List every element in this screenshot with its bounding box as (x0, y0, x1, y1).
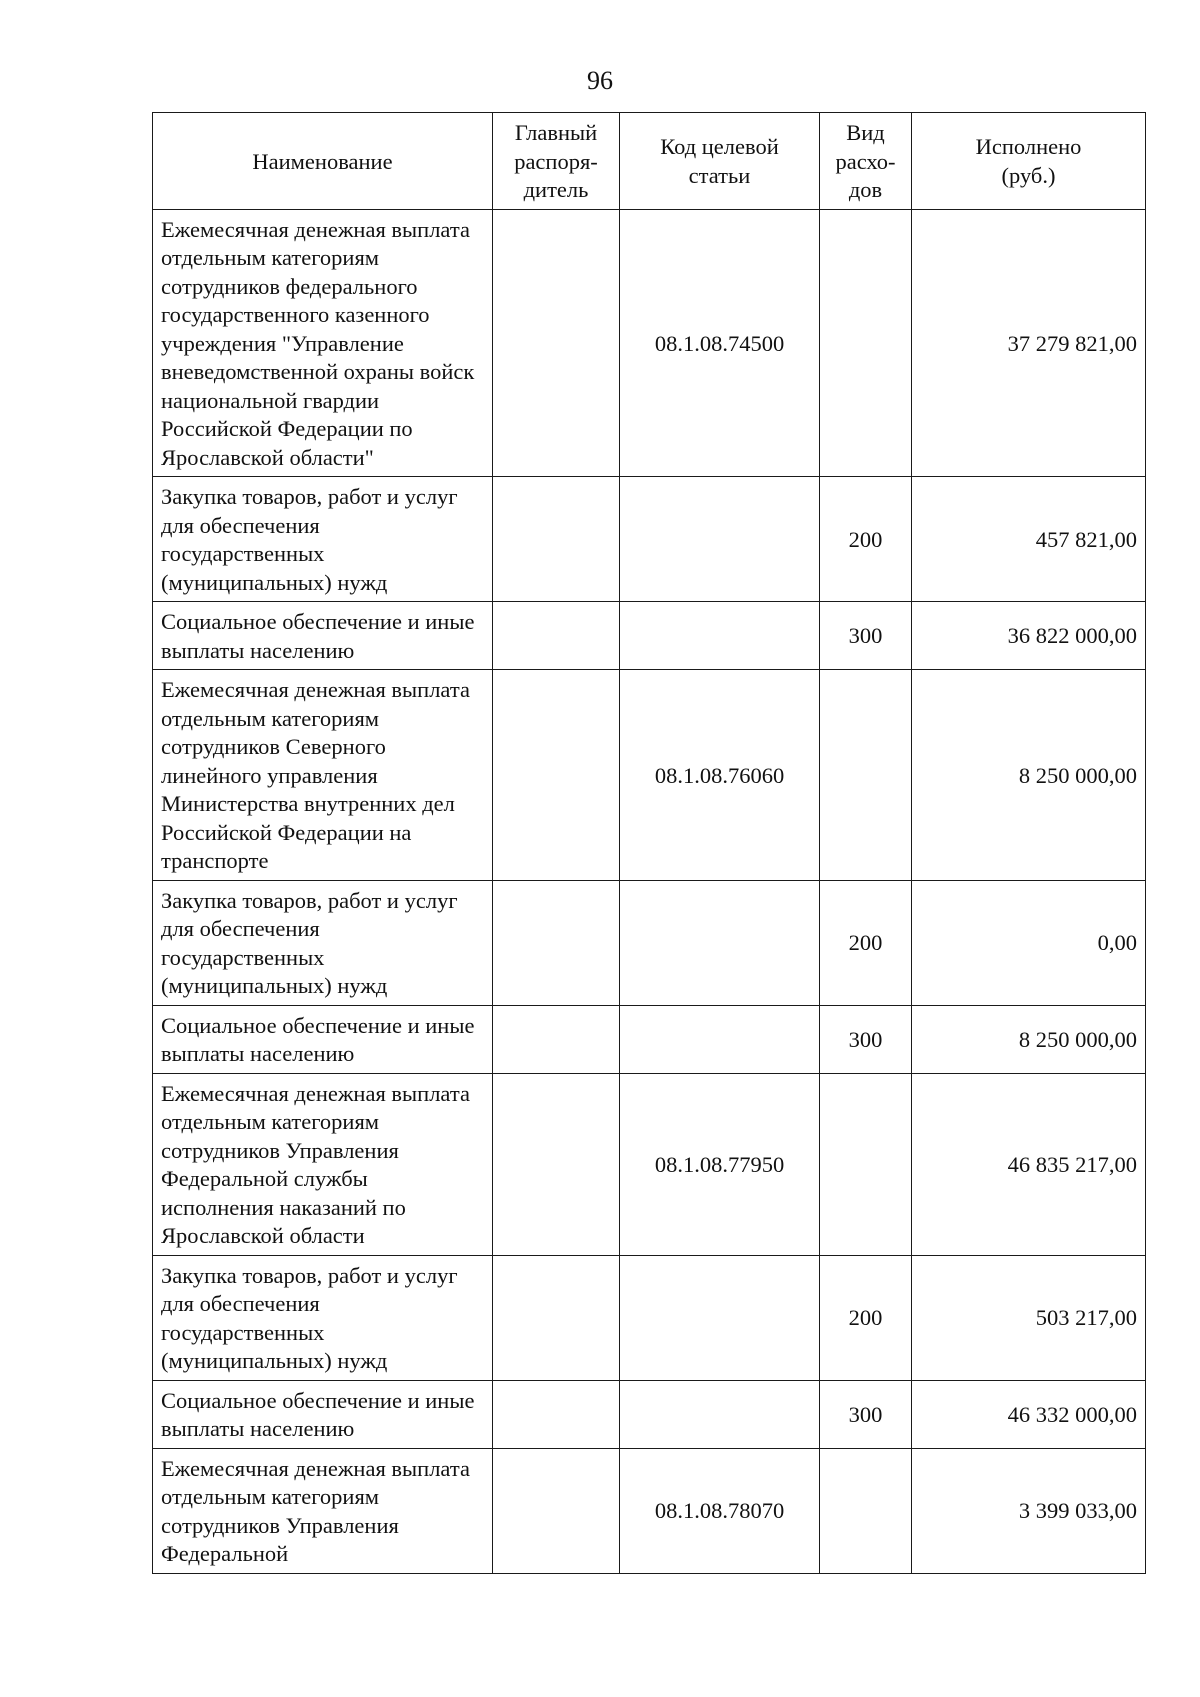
cell-amount: 36 822 000,00 (912, 602, 1146, 670)
cell-amount: 46 332 000,00 (912, 1380, 1146, 1448)
table-row (153, 880, 1146, 1005)
cell-type: 300 (820, 602, 912, 670)
cell-name: Ежемесячная денежная выплата отдельным категориям сотрудников федерального государственного казенного учреждения "Управление вневедомственной охраны войск национальной гвардии Российской Федерации по Ярославской области" (153, 209, 493, 477)
cell-code (620, 880, 820, 1005)
cell-code: 08.1.08.74500 (620, 209, 820, 477)
table-row (153, 1005, 1146, 1073)
cell-manager (493, 602, 620, 670)
cell-amount: 46 835 217,00 (912, 1073, 1146, 1255)
cell-name: Ежемесячная денежная выплата отдельным категориям сотрудников Северного линейного управления Министерства внутренних дел Российской Федерации на транспорте (153, 670, 493, 881)
header-executed-text: Исполнено (руб.) (975, 134, 1082, 188)
cell-type (820, 1448, 912, 1573)
cell-name: Закупка товаров, работ и услуг для обеспечения государственных (муниципальных) нужд (153, 477, 493, 602)
table-row (153, 1448, 1146, 1573)
table-row (153, 477, 1146, 602)
cell-code (620, 1005, 820, 1073)
cell-type: 300 (820, 1380, 912, 1448)
header-name-text: Наименование (252, 148, 393, 174)
header-name (153, 113, 493, 210)
table-row (153, 209, 1146, 477)
cell-amount: 457 821,00 (912, 477, 1146, 602)
cell-name: Социальное обеспечение и иные выплаты населению (153, 602, 493, 670)
cell-code (620, 477, 820, 602)
cell-manager (493, 1380, 620, 1448)
cell-code: 08.1.08.78070 (620, 1448, 820, 1573)
table-row (153, 670, 1146, 881)
table-row (153, 602, 1146, 670)
cell-type: 200 (820, 880, 912, 1005)
table-row (153, 1255, 1146, 1380)
cell-type (820, 670, 912, 881)
cell-manager (493, 1005, 620, 1073)
cell-name: Ежемесячная денежная выплата отдельным категориям сотрудников Управления Федеральной (153, 1448, 493, 1573)
cell-code (620, 602, 820, 670)
cell-manager (493, 880, 620, 1005)
budget-execution-table (152, 112, 1146, 1574)
cell-amount: 8 250 000,00 (912, 1005, 1146, 1073)
header-manager-text: Главный распоря- дитель (514, 120, 598, 202)
cell-code: 08.1.08.76060 (620, 670, 820, 881)
cell-amount: 8 250 000,00 (912, 670, 1146, 881)
cell-name: Закупка товаров, работ и услуг для обеспечения государственных (муниципальных) нужд (153, 880, 493, 1005)
header-manager (493, 113, 620, 210)
cell-name: Закупка товаров, работ и услуг для обеспечения государственных (муниципальных) нужд (153, 1255, 493, 1380)
cell-manager (493, 1448, 620, 1573)
cell-manager (493, 477, 620, 602)
header-code-text: Код целевой статьи (660, 134, 779, 188)
page-number: 96 (587, 66, 613, 95)
header-type (820, 113, 912, 210)
table-row (153, 1073, 1146, 1255)
cell-type: 200 (820, 477, 912, 602)
cell-code (620, 1380, 820, 1448)
cell-manager (493, 1255, 620, 1380)
cell-name: Ежемесячная денежная выплата отдельным категориям сотрудников Управления Федеральной службы исполнения наказаний по Ярославской области (153, 1073, 493, 1255)
cell-amount: 503 217,00 (912, 1255, 1146, 1380)
header-code (620, 113, 820, 210)
cell-manager (493, 209, 620, 477)
cell-type (820, 1073, 912, 1255)
header-executed (912, 113, 1146, 210)
cell-name: Социальное обеспечение и иные выплаты населению (153, 1005, 493, 1073)
table-row (153, 1380, 1146, 1448)
header-type-text: Вид расхо- дов (835, 120, 896, 202)
cell-code: 08.1.08.77950 (620, 1073, 820, 1255)
table-header-row (153, 113, 1146, 210)
cell-name: Социальное обеспечение и иные выплаты населению (153, 1380, 493, 1448)
cell-type: 200 (820, 1255, 912, 1380)
cell-manager (493, 670, 620, 881)
cell-manager (493, 1073, 620, 1255)
cell-amount: 3 399 033,00 (912, 1448, 1146, 1573)
cell-type (820, 209, 912, 477)
cell-amount: 0,00 (912, 880, 1146, 1005)
cell-code (620, 1255, 820, 1380)
cell-type: 300 (820, 1005, 912, 1073)
cell-amount: 37 279 821,00 (912, 209, 1146, 477)
